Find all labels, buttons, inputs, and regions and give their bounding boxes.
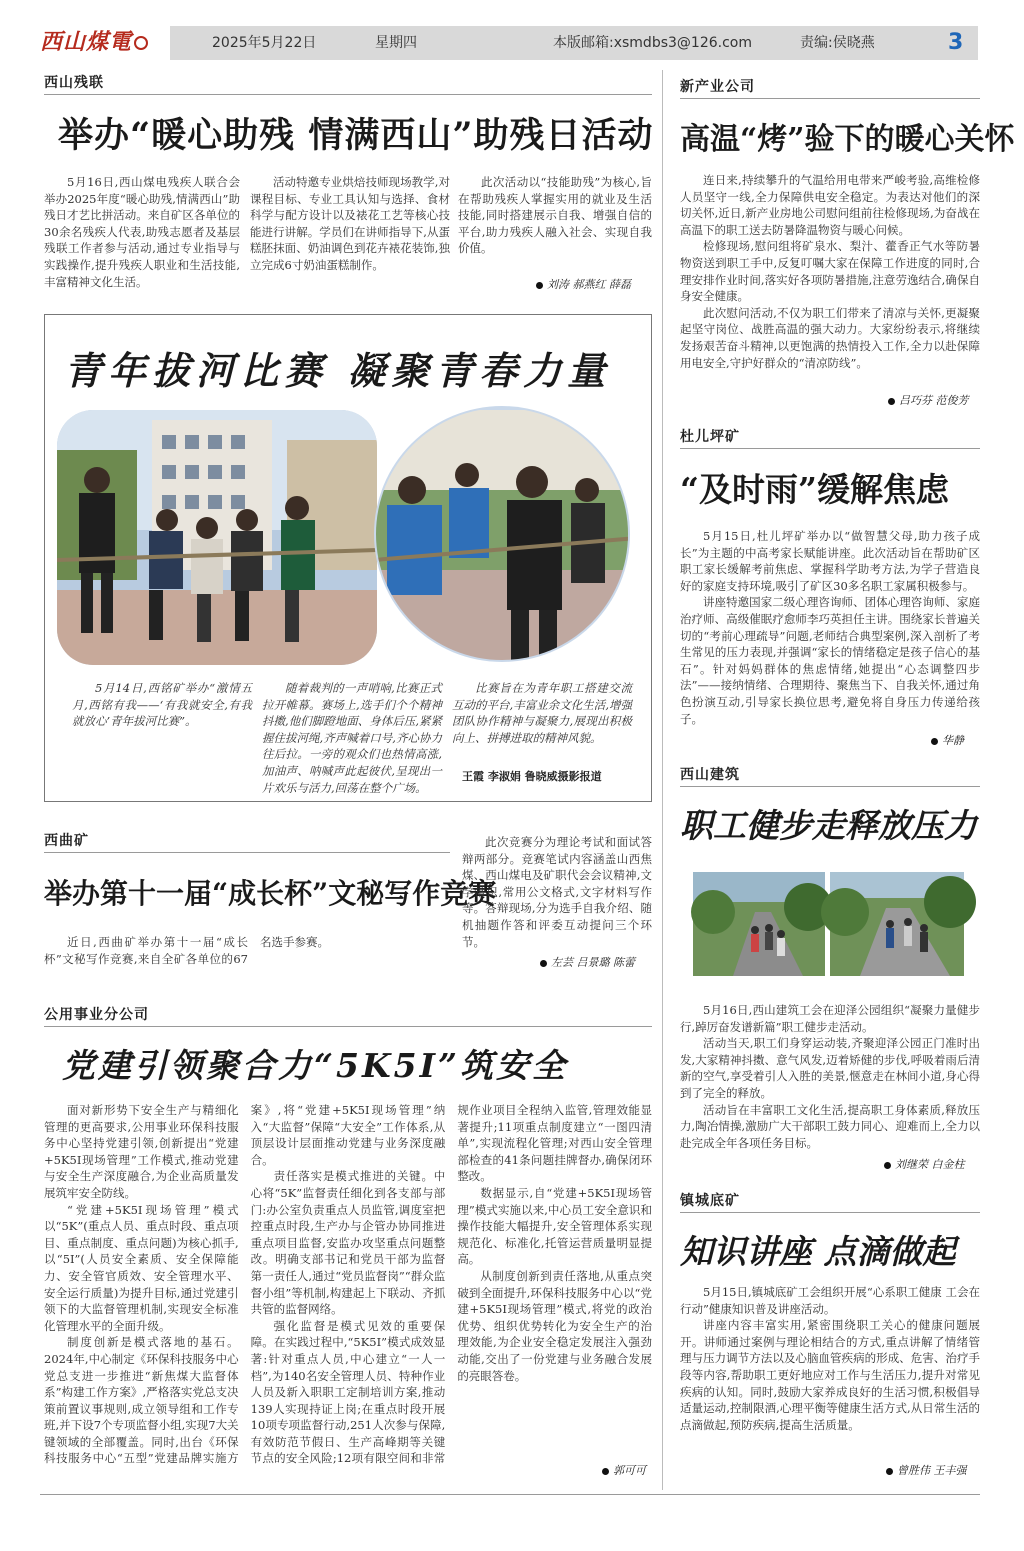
a4-para-5: 强化监督是模式见效的重要保障。在实践过程中,“5K5I”模式成效显著:针对重点人员,中心建立“一人一档”,为140名安全管理人员、特种作业人员及新入职职工定制培训方案,推动139人实现持证上岗;在重点时段开展10项专项监督行动,251人次参与保障,有效防范节假日、生产高峰期等关键节点的安全风险;12项有限空间和非常规作业项目全程纳入监管,管理效能显著提升;11项重点制度建立“一图四清单”,实现流程化管理;对西山安全管理部检查的41条问题挂牌督办,确保闭环整改。 — [250, 1103, 652, 1466]
a2-para-1: 5月14日,西铭矿举办“激情五月,西铭有我——‘有我就安全,有我就放心’青年拔河比赛”。 — [72, 681, 252, 729]
r4-para-1: 5月15日,镇城底矿工会组织开展“心系职工健康 工会在行动”健康知识普及讲座活动。 — [680, 1285, 980, 1316]
r4-para-2: 讲座内容丰富实用,紧密围绕职工关心的健康问题展开。讲师通过案例与理论相结合的方式,重点讲解了情绪管理与压力调节方法以及心脑血管疾病的形成、危害、治疗手段等内容,帮助职工更好地应对工作与生活压力,提升对常见疾病的认知。同时,鼓励大家养成良好的生活习惯,积极倡导适量运动,控制限酒,心理平衡等健康生活方式,从日常生活的点滴做起,预防疾病,提高生活质量。 — [680, 1318, 980, 1432]
a2-para-3: 比赛旨在为青年职工搭建交流互动的平台,丰富业余文化生活,增强团队协作精神与凝聚力,展现出积极向上、拼搏进取的精神风貌。 — [452, 681, 632, 745]
a1-col1 — [44, 174, 240, 292]
r1-byline: 吕巧芬 范俊芳 — [888, 392, 969, 408]
headline-r1: 高温“烤”验下的暖心关怀 — [680, 122, 1015, 157]
byline-dot-icon — [886, 1468, 893, 1475]
r3-para-2: 活动当天,职工们身穿运动装,齐聚迎泽公园正门准时出发,大家精神抖擞、意气风发,迈着矫健的步伐,呼吸着雨后清新的空气,享受着引人入胜的美景,惬意走在林间小道,身心得到了完全的释放。 — [680, 1036, 980, 1100]
a2-col3 — [452, 680, 632, 764]
byline-dot-icon — [540, 960, 547, 967]
issue-weekday: 星期四 — [375, 35, 417, 51]
a2-photo-credit: 王霞 李淑娟 鲁晓威摄影报道 — [462, 770, 602, 783]
section-label-zhenchengdi: 镇城底矿 — [680, 1193, 740, 1209]
section-rule — [44, 94, 652, 95]
r3-body — [680, 1002, 980, 1150]
a3-col-right — [462, 834, 652, 950]
byline-dot-icon — [888, 398, 895, 405]
a3-byline: 左芸 吕景璐 陈蕾 — [540, 954, 635, 970]
a2-col1 — [72, 680, 252, 784]
r2-byline: 华静 — [928, 732, 964, 748]
section-label-xishan-canlian: 西山残联 — [44, 75, 104, 91]
r2-para-1: 5月15日,杜儿坪矿举办以“做智慧父母,助力孩子成长”为主题的中高考家长赋能讲座。此次活动旨在帮助矿区职工家长缓解考前焦虑、掌握科学助考方法,为学子营造良好的家庭支持环境,吸引了矿区30多名职工家属积极参与。 — [680, 529, 980, 593]
byline-dot-icon — [536, 282, 543, 289]
byline-dot-icon — [884, 1162, 891, 1169]
tug-of-war-illustration — [57, 410, 637, 665]
r3-para-1: 5月16日,西山建筑工会在迎泽公园组织“凝聚力量健步行,踔厉奋发谱新篇”职工健步走活动。 — [680, 1003, 980, 1034]
r2-body — [680, 528, 980, 728]
section-rule — [680, 1212, 980, 1213]
newspaper-logo: 西山煤電 — [40, 22, 168, 62]
r3-para-3: 活动旨在丰富职工文化生活,提高职工身体素质,释放压力,陶冶情操,激励广大干部职工鼓力同心、迎难而上,全力以赴完成全年各项任务目标。 — [680, 1102, 980, 1150]
headline-r2: “及时雨”缓解焦虑 — [680, 470, 949, 509]
a1-para-1: 5月16日,西山煤电残疾人联合会举办2025年度“暖心助残,情满西山”助残日才艺比拼活动。来自矿区各单位的30余名残疾人代表,助残志愿者及基层残联工作者参与活动,通过专业指导与实践操作,提升残疾人职业和生活技能,丰富精神文化生活。 — [44, 175, 240, 289]
section-rule — [44, 852, 450, 853]
section-rule — [680, 786, 980, 787]
a4-para-6: 数据显示,自“党建+5K5I现场管理”模式实施以来,中心员工安全意识和操作技能大幅提升,安全管理体系实现规范化、标准化,托管运营质量明显提高。 — [457, 1185, 652, 1267]
section-label-gongyong: 公用事业分公司 — [44, 1007, 149, 1023]
r1-body — [680, 172, 980, 390]
section-label-xinchanye: 新产业公司 — [680, 79, 755, 95]
a1-col2 — [250, 174, 450, 292]
edition-email: 本版邮箱:xsmdbs3@126.com — [553, 35, 752, 51]
r4-byline: 曾胜伟 王丰强 — [886, 1462, 967, 1478]
a2-para-2: 随着裁判的一声哨响,比赛正式拉开帷幕。赛场上,选手们个个精神抖擞,他们脚蹬地面、身体后压,紧紧握住拔河绳,齐声喊着口号,齐心协力往后拉。一旁的观众们也热情高涨,加油声、呐喊声此起彼伏,呈现出一片欢乐与活力,回荡在整个广场。 — [262, 681, 442, 795]
page-number: 3 — [948, 30, 964, 55]
a1-para-2: 活动特邀专业烘焙技师现场教学,对课程目标、专业工具认知与选择、食材科学与配方设计以及裱花工艺等核心技能进行讲解。学员们在讲师指导下,从蛋糕胚抹面、奶油调色到花卉裱花装饰,独立完成6寸奶油蛋糕制作。 — [250, 175, 450, 272]
a3-para-2: 此次竞赛分为理论考试和面试答辩两部分。竞赛笔试内容涵盖山西焦煤、西山煤电及矿职代会会议精神,文学常识,常用公文格式,文字材料写作等。答辩现场,分为选手自我介绍、随机抽题作答和评委互动提问三个环节。 — [462, 835, 652, 949]
r4-body — [680, 1284, 980, 1454]
r2-para-2: 讲座特邀国家二级心理咨询师、团体心理咨询师、家庭治疗师、高级催眠疗愈师李巧英担任主讲。围绕家长普遍关切的“考前心理疏导”问题,老师结合典型案例,深入剖析了考生常见的压力表现,并强调“家长的情绪稳定是孩子信心的基石”。针对妈妈群体的焦虑情绪,她提出“心态调整四步法”——接纳情绪、合理期待、聚焦当下、自我关怀,通过角色扮演互动,引导家长换位思考,避免将自身压力传递给孩子。 — [680, 595, 980, 726]
section-label-xishan-jianzhu: 西山建筑 — [680, 767, 740, 783]
a3-para-1: 近日,西曲矿举办第十一届“成长杯”文秘写作竞赛,来自全矿各单位的67名选手参赛。 — [44, 935, 329, 966]
a3-cols-left — [44, 934, 464, 984]
walk-illustration-left — [693, 872, 825, 976]
a4-para-1: 面对新形势下安全生产与精细化管理的更高要求,公用事业环保科技服务中心坚持党建引领,创新提出“党建+5K5I现场管理”工作模式,推动党建与安全生产深度融合,为企业高质量发展筑牢安全防线。 — [44, 1103, 239, 1200]
headline-r3: 职工健步走释放压力 — [680, 806, 977, 845]
headline-a1: 举办“暖心助残 情满西山”助残日活动 — [58, 115, 654, 156]
section-label-duerping: 杜儿坪矿 — [680, 429, 740, 445]
r1-para-2: 检修现场,慰问组将矿泉水、梨汁、藿香正气水等防暑物资送到职工手中,反复叮嘱大家在保障工作进度的同时,合理安排作业时间,落实好各项防暑措施,注意劳逸结合,确保自身安全健康。 — [680, 239, 980, 304]
r3-byline: 刘继荣 白金柱 — [884, 1156, 965, 1172]
a2-col2 — [262, 680, 442, 795]
a4-para-7: 从制度创新到责任落地,从重点突破到全面提升,环保科技服务中心以“党建+5K5I现场管理”模式,将党的政治优势、组织优势转化为安全生产的治理效能,为企业安全稳定发展注入强劲动能,交出了一份党建与业务融合发展的亮眼答卷。 — [457, 1268, 652, 1383]
walk-photo-left — [693, 872, 825, 976]
r1-para-1: 连日来,持续攀升的气温给用电带来严峻考验,高维检修人员坚守一线,全力保障供电安全稳定。为表达对他们的深切关怀,近日,新产业房地公司慰问组前往检修现场,为奋战在高温下的职工送去防暑降温物资与暖心问候。 — [680, 173, 980, 237]
section-rule — [680, 448, 980, 449]
column-divider — [662, 70, 663, 1490]
headline-a4: 党建引领聚合力“5K5I”筑安全 — [62, 1046, 569, 1085]
a4-para-3: 制度创新是模式落地的基石。2024年,中心制定《环保科技服务中心党总支进一步推进“新焦煤大监督体系”构建工作方案》,严格落实党总支决策前置议事规则,成立领导组和工作专班,并下设7个专项监督小组,实现7大关键领域的全部覆盖。同时,出台《环保科技服务中心“五型”党建品牌实施方案》,将“党建+5K5I现场管理”纳入“大监督”保障“大安全”工作体系,从顶层设计层面推动党建与业务深度融合。 — [44, 1103, 446, 1466]
section-rule — [680, 98, 980, 99]
logo-seal-icon — [134, 36, 148, 50]
byline-dot-icon — [602, 1468, 609, 1475]
a4-para-4: 责任落实是模式推进的关键。中心将“5K”监督责任细化到各支部与部门:办公室负责重点人员监管,调度室把控重点时段,生产办与企管办协同推进重点项目监督,安监办攻坚重点问题整改。明确支部书记和党员干部为监督第一责任人,通过“党员监督岗”“群众监督小组”等机制,构建起上下联动、齐抓共管的监督网络。 — [250, 1169, 446, 1317]
issue-date: 2025年5月22日 — [212, 35, 317, 51]
footer-rule — [40, 1494, 980, 1495]
a1-col3 — [458, 174, 652, 270]
section-label-xiqu: 西曲矿 — [44, 833, 89, 849]
walk-illustration-right — [830, 872, 964, 976]
walk-photo-right — [830, 872, 964, 976]
r1-para-3: 此次慰问活动,不仅为职工们带来了清凉与关怀,更凝聚起坚守岗位、战胜高温的强大动力。大家纷纷表示,将继续发扬艰苦奋斗精神,以更饱满的热情投入工作,全力以赴保障用电安全,守护好群众的“清凉防线”。 — [680, 305, 980, 370]
a1-para-3: 此次活动以“技能助残”为核心,旨在帮助残疾人掌握实用的就业及生活技能,同时搭建展示自我、增强自信的平台,助力残疾人融入社会、实现自我价值。 — [458, 175, 652, 256]
a4-body — [44, 1102, 652, 1482]
tug-of-war-photo — [57, 410, 637, 665]
headline-a3: 举办第十一届“成长杯”文秘写作竞赛 — [44, 877, 497, 910]
a1-byline: 刘涛 郝燕红 薛磊 — [536, 276, 631, 292]
a4-byline: 郭可可 — [598, 1462, 646, 1478]
a4-para-2: “党建+5K5I现场管理”模式以“5K”(重点人员、重点时段、重点项目、重点制度、重点问题)为核心抓手,以“5I”(人员安全素质、安全保障能力、安全管官质效、安全管理水平、安全运行质量)为提升目标,通过党建引领下的大监督管理机制,实现安全标准化管理水平的全面升级。 — [44, 1202, 239, 1333]
byline-dot-icon — [931, 738, 938, 745]
headline-a2: 青年拔河比赛 凝聚青春力量 — [64, 348, 612, 393]
section-rule — [44, 1026, 652, 1027]
edition-editor: 责编:侯晓燕 — [800, 35, 875, 51]
headline-r4: 知识讲座 点滴做起 — [680, 1232, 956, 1271]
